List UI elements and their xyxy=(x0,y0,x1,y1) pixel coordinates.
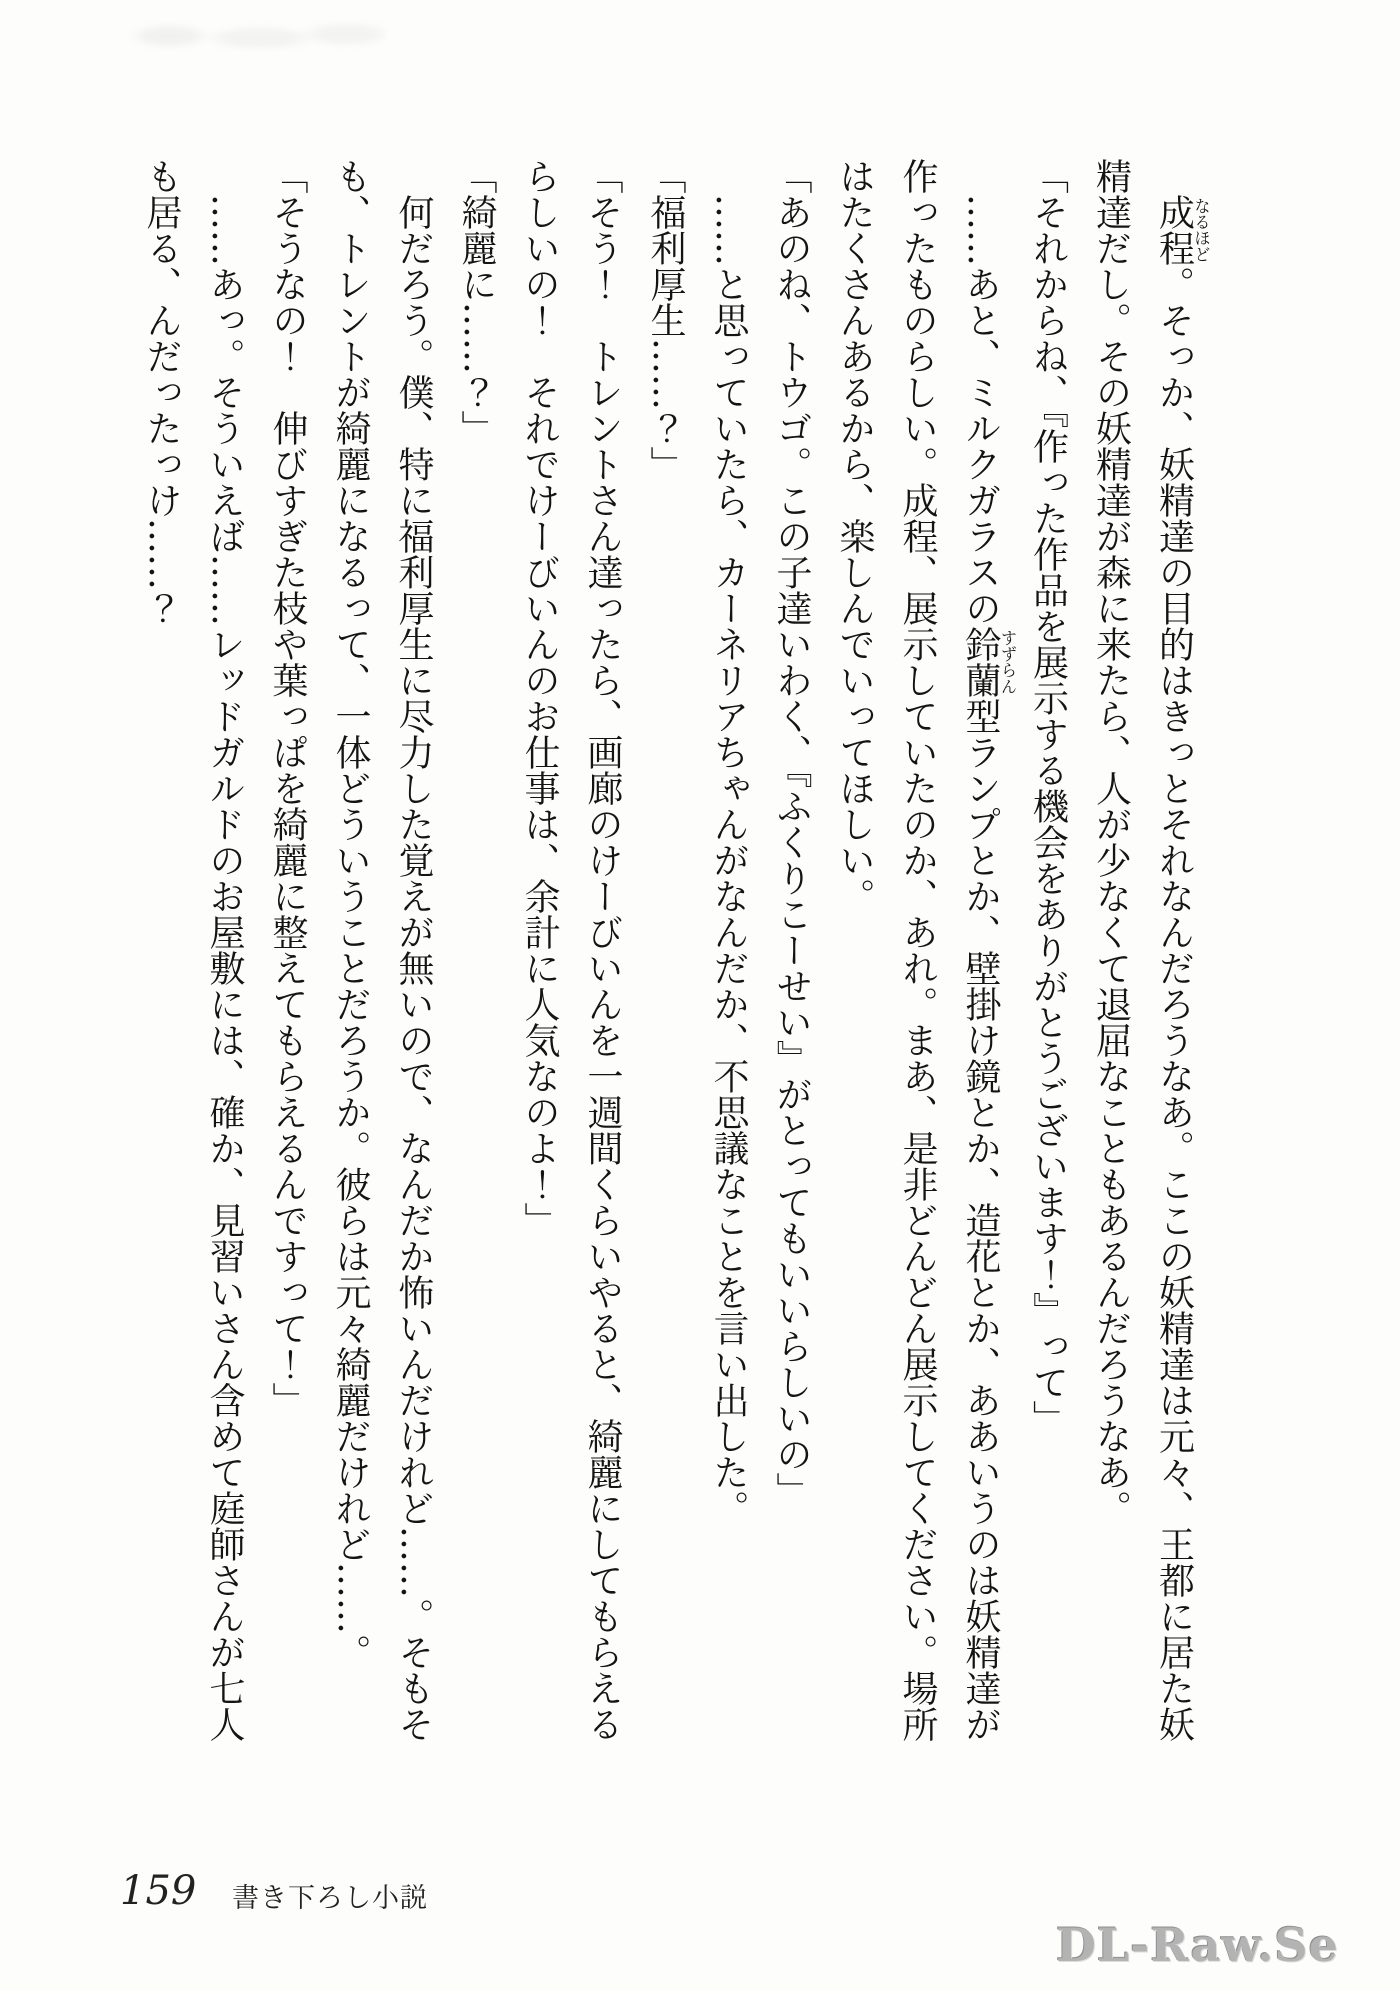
section-label: 書き下ろし小説 xyxy=(232,1883,428,1914)
paragraph-3: ……あと、ミルクガラスの鈴蘭すずらん型ランプとか、壁掛け鏡とか、造花とか、ああいうのは妖精達が作ったものらしい。成程、展示していたのか、あれ。まあ、是非どんどん展示してください。場所はたくさんあるから、楽しんでいってほしい。 xyxy=(834,158,1017,1742)
paragraph-11: ……あっ。そういえば……レッドガルドのお屋敷には、確か、見習いさん含めて庭師さんが七人も居る、んだったっけ……？ xyxy=(141,158,245,1742)
vertical-text-block xyxy=(118,158,1210,1742)
paragraph-7: 「そう！ トレントさん達ったら、画廊のけーびいんを一週間くらいやると、綺麗にしてもらえるらしいの！ それでけーびいんのお仕事は、余計に人気なのよ！」 xyxy=(519,158,623,1742)
paragraph-2: 「それからね、『作った作品を展示する機会をありがとうございます！』って」 xyxy=(1027,158,1069,1436)
page-number: 159 xyxy=(120,1868,197,1914)
paragraph-5: ……と思っていたら、カーネリアちゃんがなんだか、不思議なことを言い出した。 xyxy=(708,194,749,1526)
furigana-annotated-word: 成程なるほど xyxy=(1153,194,1211,266)
site-watermark: DL-Raw.Se xyxy=(1056,1918,1339,1972)
faint-watermark xyxy=(125,10,385,58)
paragraph-10: 「そうなの！ 伸びすぎた枝や葉っぱを綺麗に整えてもらえるんですって！」 xyxy=(267,158,308,1418)
paragraph-9: 何だろう。僕、特に福利厚生に尽力した覚えが無いので、なんだか怖いんだけれど……。そもそも、トレントが綺麗になるって、一体どういうことだろうか。彼らは元々綺麗だけれど……。 xyxy=(330,158,434,1742)
paragraph-4: 「あのね、トウゴ。この子達いわく、『ふくりこーせい』がとってもいいらしいの」 xyxy=(771,158,812,1508)
paragraph-6: 「福利厚生……？」 xyxy=(645,158,686,482)
furigana-text: なるほど xyxy=(1191,194,1211,266)
furigana-text: すずらん xyxy=(998,626,1017,698)
furigana-annotated-word: 鈴蘭すずらん xyxy=(960,626,1017,698)
paragraph-8: 「綺麗に……？」 xyxy=(456,158,497,446)
paragraph-1: 成程なるほど。そっか、妖精達の目的はきっとそれなんだろうなあ。ここの妖精達は元々、王都に居た妖精達だし。その妖精達が森に来たら、人が少なくて退屈なこともあるんだろうなあ。 xyxy=(1090,158,1211,1742)
